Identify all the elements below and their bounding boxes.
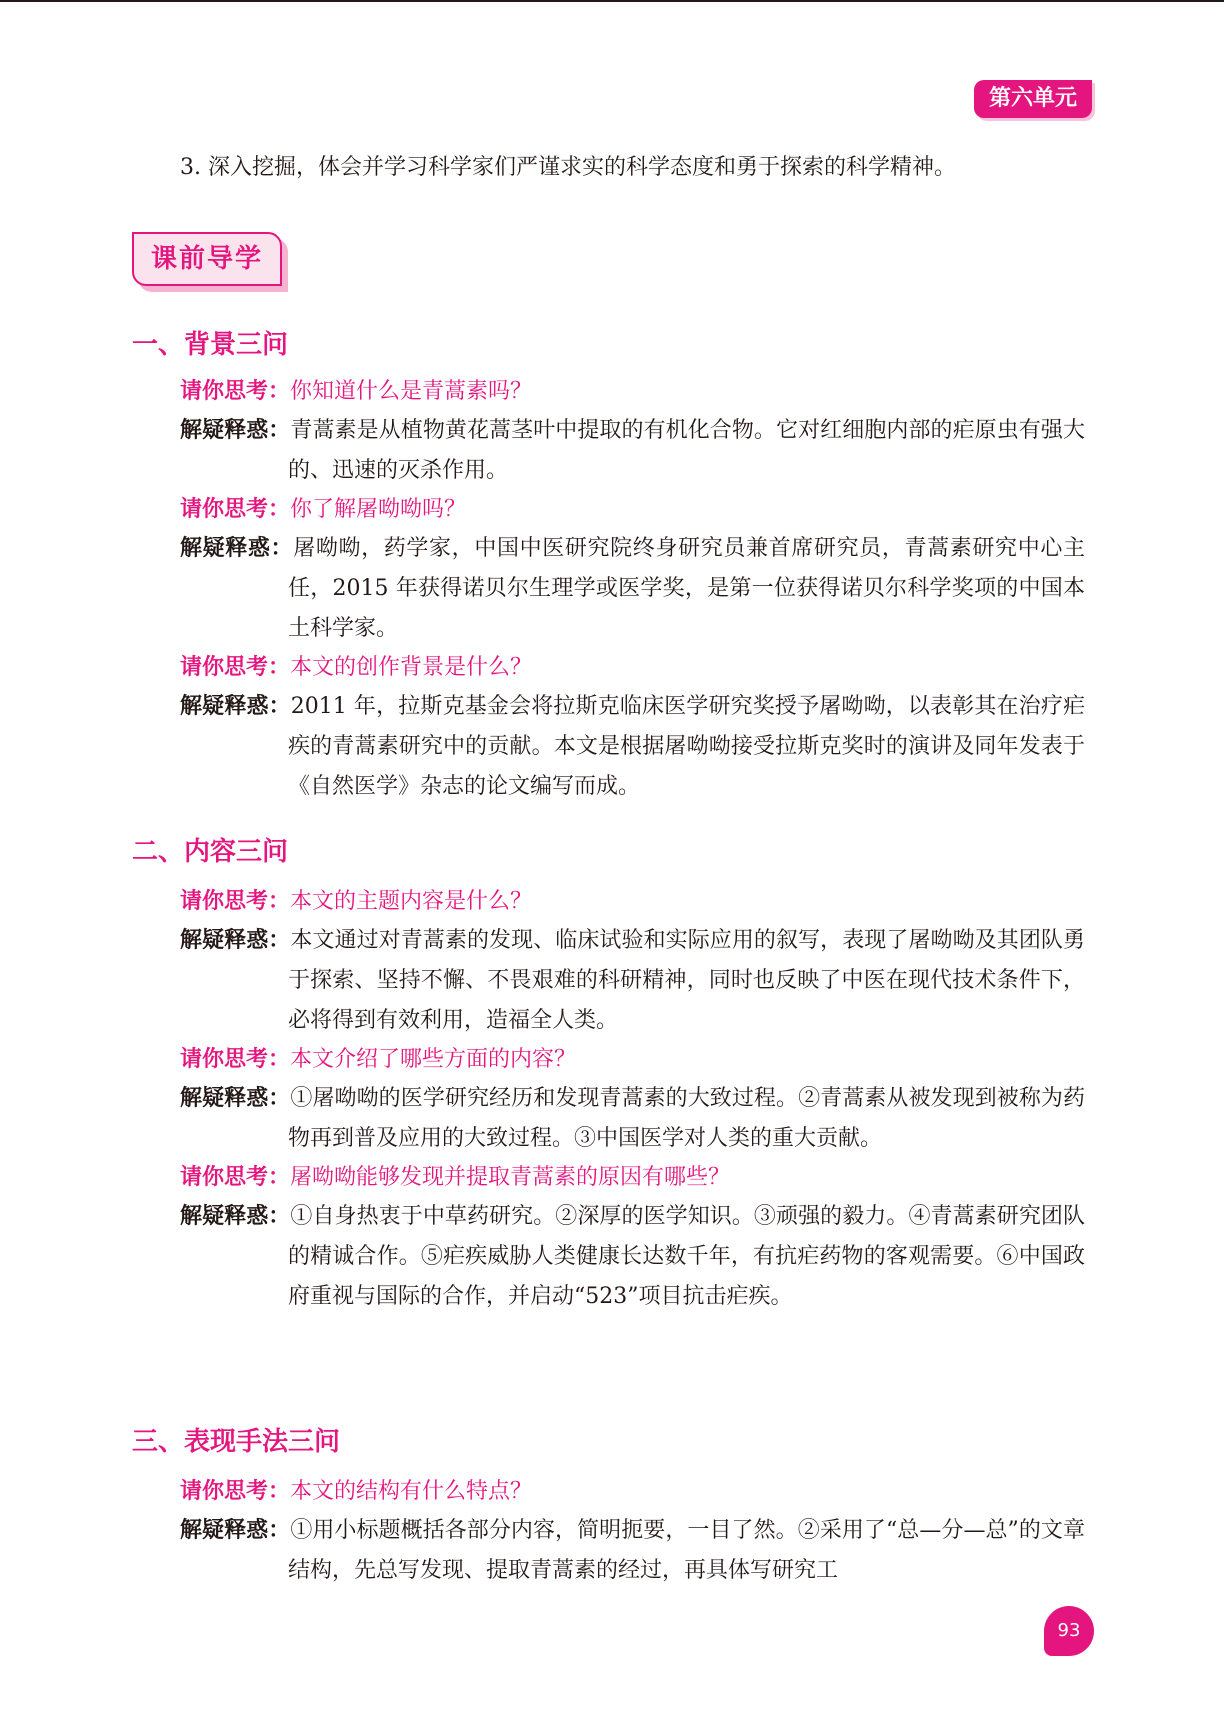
top-rule xyxy=(0,0,1224,2)
section-background-body xyxy=(180,373,1085,807)
section-title-background: 一、背景三问 xyxy=(132,330,289,360)
answer: 解疑释惑：2011 年，拉斯克基金会将拉斯克临床医学研究奖授予屠呦呦，以表彰其在治疗疟疾的青蒿素研究中的贡献。本文是根据屠呦呦接受拉斯克奖时的演讲及同年发表于《自然医学》杂志的论文编写而成。 xyxy=(180,694,1085,799)
unit-tab: 第六单元 xyxy=(974,80,1092,118)
answer: 解疑释惑：青蒿素是从植物黄花蒿茎叶中提取的有机化合物。它对红细胞内部的疟原虫有强大的、迅速的灭杀作用。 xyxy=(180,418,1085,483)
question: 请你思考：你了解屠呦呦吗？ xyxy=(180,497,467,522)
question: 请你思考：你知道什么是青蒿素吗？ xyxy=(180,379,533,404)
objective-3: 3. 深入挖掘，体会并学习科学家们严谨求实的科学态度和勇于探索的科学精神。 xyxy=(180,155,956,180)
question: 请你思考：本文的结构有什么特点？ xyxy=(180,1479,533,1504)
question: 请你思考：本文的创作背景是什么？ xyxy=(180,655,533,680)
section-content-body xyxy=(180,883,1085,1317)
answer: 解疑释惑：①自身热衷于中草药研究。②深厚的医学知识。③顽强的毅力。④青蒿素研究团队的精诚合作。⑤疟疾威胁人类健康长达数千年，有抗疟药物的客观需要。⑥中国政府重视与国际的合作，并启动“523”项目抗击疟疾。 xyxy=(180,1204,1085,1309)
question: 请你思考：本文介绍了哪些方面的内容？ xyxy=(180,1047,577,1072)
section-technique-body xyxy=(180,1473,1085,1591)
question: 请你思考：本文的主题内容是什么？ xyxy=(180,889,533,914)
answer: 解疑释惑：①屠呦呦的医学研究经历和发现青蒿素的大致过程。②青蒿素从被发现到被称为药物再到普及应用的大致过程。③中国医学对人类的重大贡献。 xyxy=(180,1086,1085,1151)
page-number: 93 xyxy=(1044,1606,1094,1656)
answer: 解疑释惑：屠呦呦，药学家，中国中医研究院终身研究员兼首席研究员，青蒿素研究中心主任，2015 年获得诺贝尔生理学或医学奖，是第一位获得诺贝尔科学奖项的中国本土科学家。 xyxy=(180,536,1085,641)
question: 请你思考：屠呦呦能够发现并提取青蒿素的原因有哪些？ xyxy=(180,1165,731,1190)
section-badge xyxy=(132,232,288,292)
section-title-technique: 三、表现手法三问 xyxy=(132,1427,341,1457)
section-title-content: 二、内容三问 xyxy=(132,837,289,867)
answer: 解疑释惑：①用小标题概括各部分内容，简明扼要，一目了然。②采用了“总—分—总”的文章结构，先总写发现、提取青蒿素的经过，再具体写研究工 xyxy=(180,1518,1085,1583)
section-badge-label: 课前导学 xyxy=(132,232,282,286)
answer: 解疑释惑：本文通过对青蒿素的发现、临床试验和实际应用的叙写，表现了屠呦呦及其团队勇于探索、坚持不懈、不畏艰难的科研精神，同时也反映了中医在现代技术条件下，必将得到有效利用，造福全人类。 xyxy=(180,928,1085,1033)
